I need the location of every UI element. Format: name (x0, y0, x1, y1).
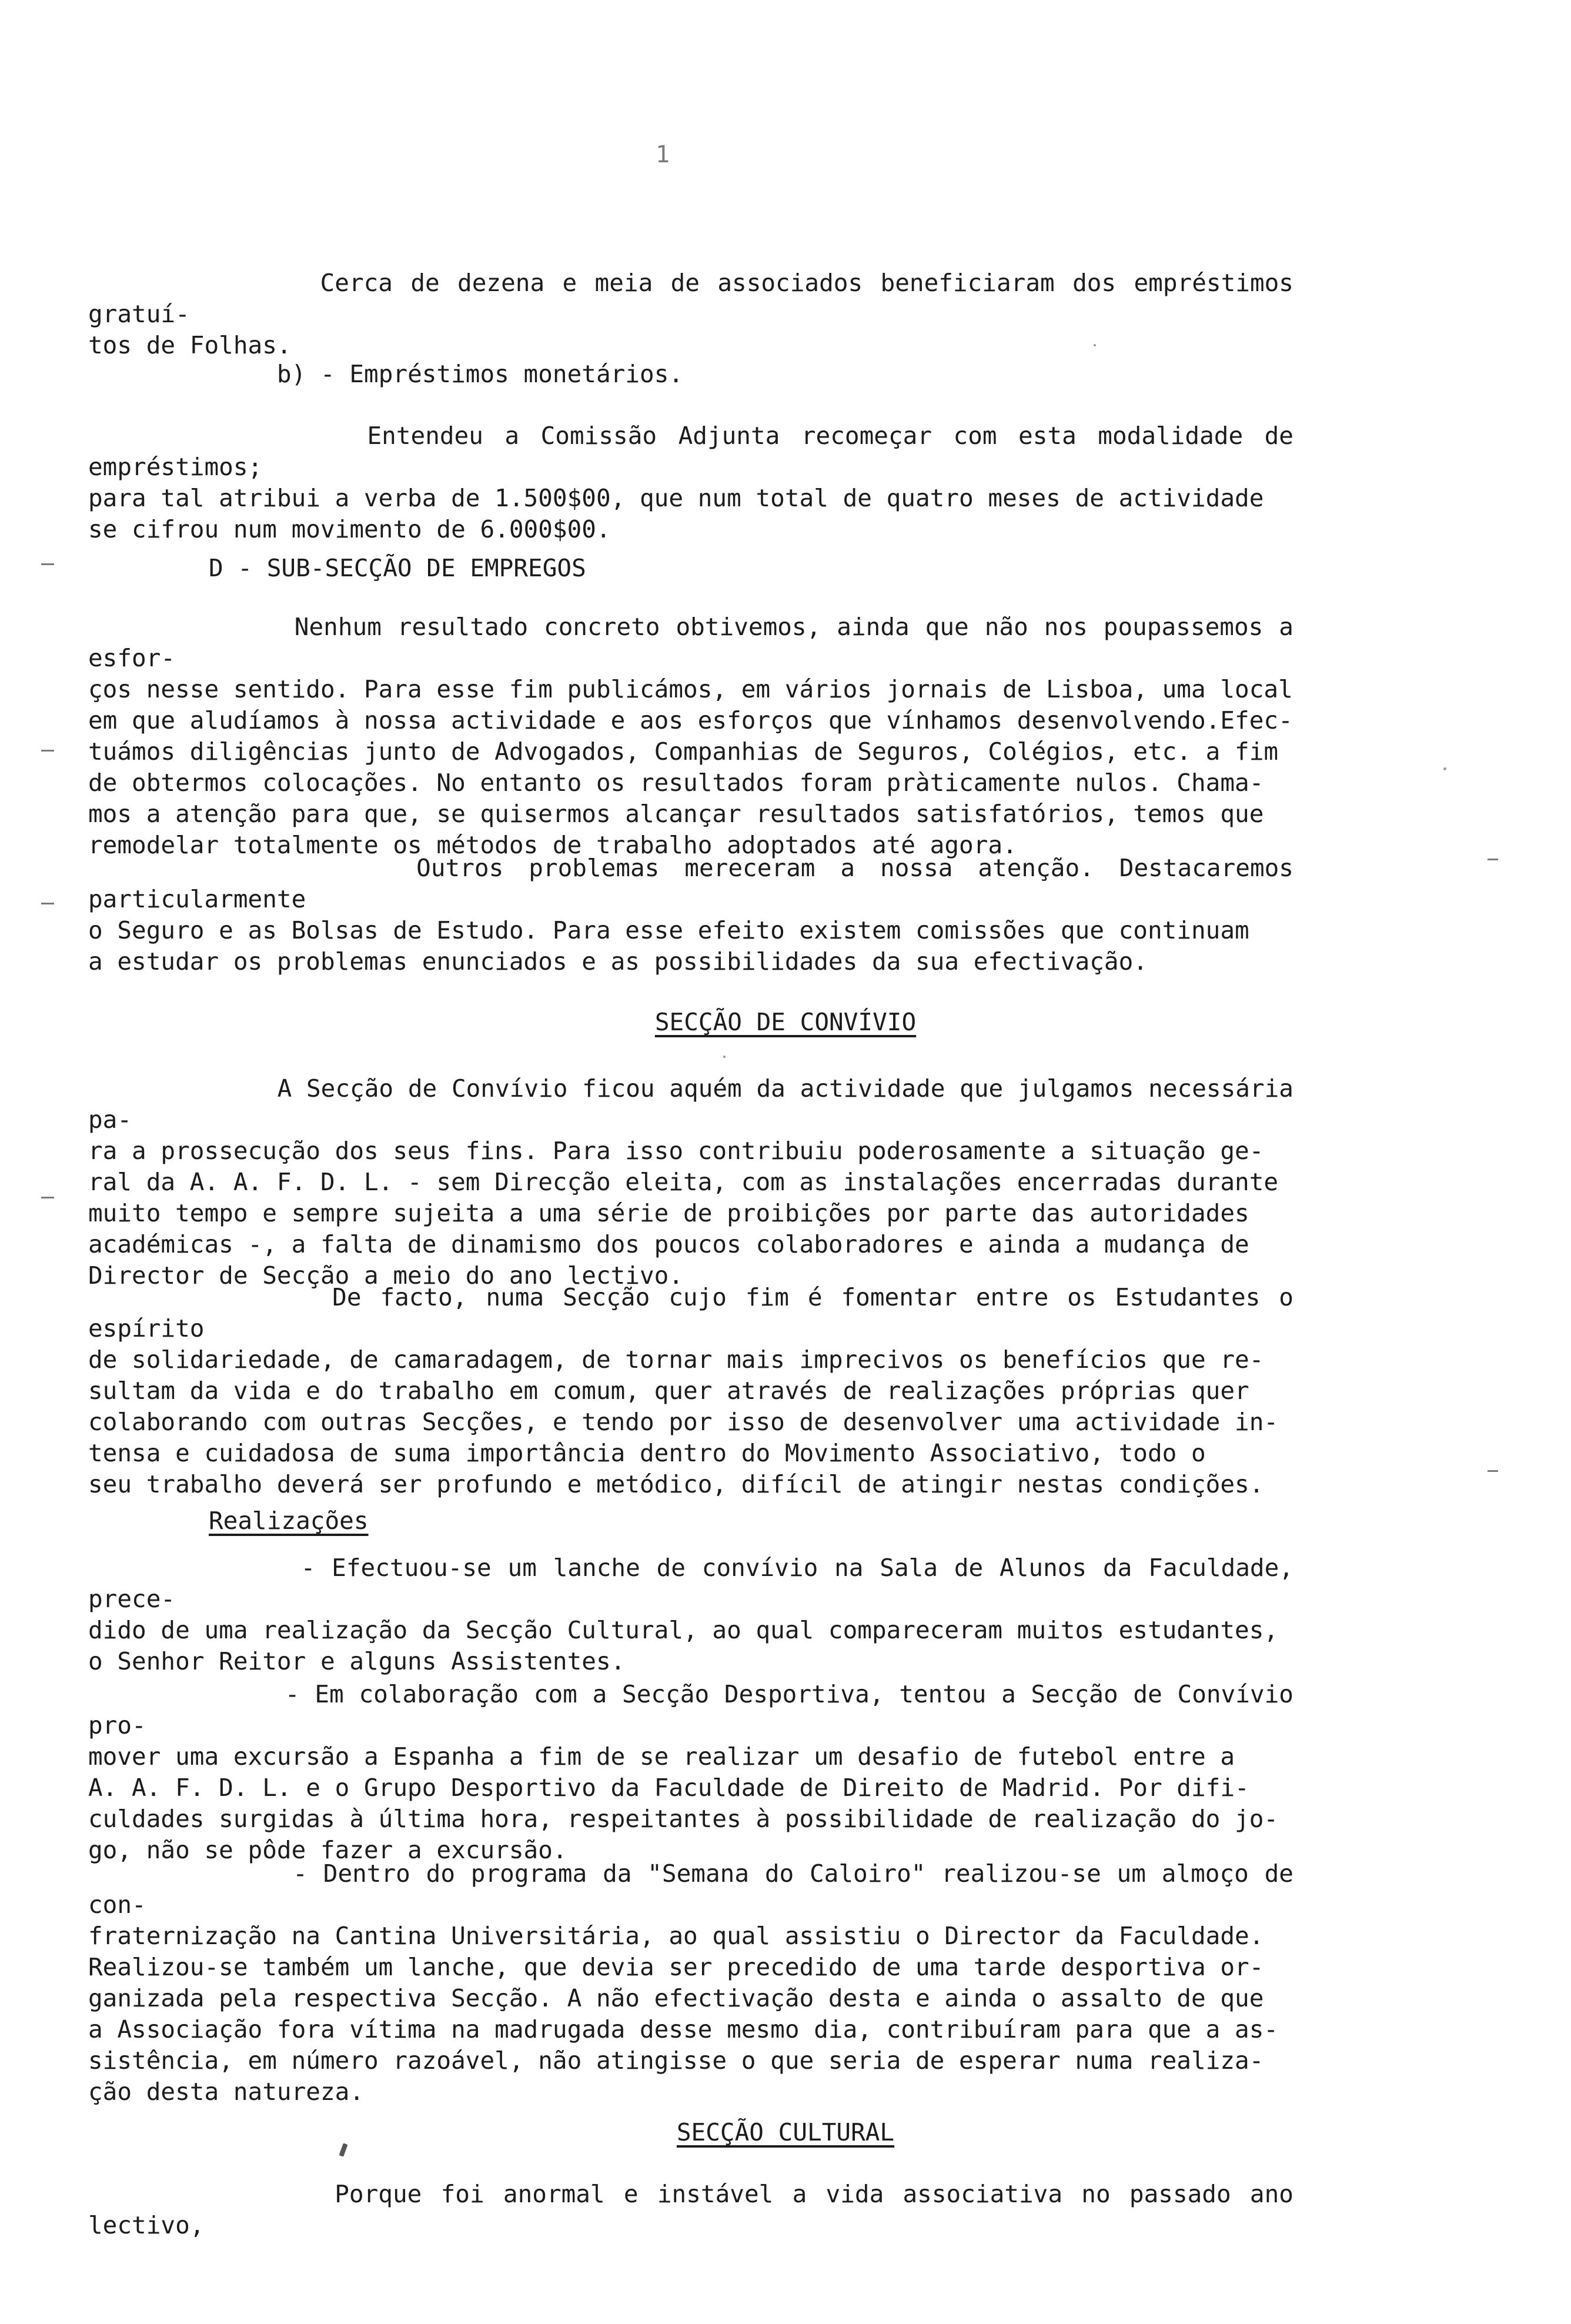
page-number: 1 (656, 141, 670, 168)
margin-mark (41, 1197, 54, 1198)
paragraph-comissao-adjunta: Entendeu a Comissão Adjunta recomeçar com esta modalidade de empréstimos; para tal atribui a verba de 1.500$00, que num total de quatro meses de actividade se cifrou num movimento de 6.000$00. (88, 422, 1293, 543)
ink-speck (1094, 344, 1096, 346)
section-heading-seccao-convivio: SECÇÃO DE CONVÍVIO (654, 1008, 917, 1036)
paragraph-semana-caloiro: - Dentro do programa da "Semana do Caloiro" realizou-se um almoço de con- fraternização na Cantina Universitária, ao qual assistiu o Director da Faculdade. Realizou-se também um lanche, que devia ser precedido de uma tarde desportiva or- ganizada pela respectiva Secção. A não efectivação desta e ainda o assalto de que a Associação fora vítima na madrugada desse mesmo dia, contribuíram para que a as- sistência, em número razoável, não atingisse o que seria de esperar numa realiza- ção desta natureza. (88, 1859, 1293, 2106)
paragraph-porque-foi-anormal: Porque foi anormal e instável a vida associativa no passado ano lectivo, (88, 2180, 1308, 2239)
paragraph-emprestimos-folhas: Cerca de dezena e meia de associados beneficiaram dos empréstimos gratuí- tos de Folhas. (88, 269, 1293, 359)
subheading-realizacoes: Realizações (209, 1507, 369, 1535)
paragraph-outros-problemas: Outros problemas mereceram a nossa atenção. Destacaremos particularmente o Seguro e as Bolsas de Estudo. Para esse efeito existem comissões que continuam a estudar os problemas enunciados e as possibilidades da sua efectivação. (88, 854, 1293, 976)
margin-mark (41, 750, 54, 752)
paragraph-seccao-convivio: A Secção de Convívio ficou aquém da actividade que julgamos necessária pa- ra a prossecução dos seus fins. Para isso contribuiu poderosamente a situação ge- ral da A. A. F. D. L. - sem Direcção eleita, com as instalações encerradas durante muito tempo e sempre sujeita a uma série de proibições por parte das autoridades académicas -, a falta de dinamismo dos poucos colaboradores e ainda a mudança de Director de Secção a meio do ano lectivo. (88, 1074, 1293, 1290)
section-heading-sub-seccao-empregos: D - SUB-SECÇÃO DE EMPREGOS (209, 554, 586, 582)
margin-mark (41, 563, 54, 565)
paragraph-lanche-convivio: - Efectuou-se um lanche de convívio na Sala de Alunos da Faculdade, prece- dido de uma realização da Secção Cultural, ao qual compareceram muitos estudantes, o Senhor Reitor e alguns Assistentes. (88, 1554, 1293, 1675)
ink-speck (1443, 767, 1446, 770)
margin-mark (1488, 1470, 1498, 1472)
paragraph-nenhum-resultado: Nenhum resultado concreto obtivemos, ainda que não nos poupassemos a esfor- ços nesse sentido. Para esse fim publicámos, em vários jornais de Lisboa, uma local em que aludíamos à nossa actividade e aos esforços que vínhamos desenvolvendo.Efec- tuámos diligências junto de Advogados, Companhias de Seguros, Colégios, etc. a fim de obtermos colocações. No entanto os resultados foram pràticamente nulos. Chama- mos a atenção para que, se quisermos alcançar resultados satisfatórios, temos que remodelar totalmente os métodos de trabalho adoptados até agora. (88, 613, 1293, 859)
subheading-emprestimos-monetarios: b) - Empréstimos monetários. (88, 360, 684, 388)
paragraph-de-facto: De facto, numa Secção cujo fim é fomentar entre os Estudantes o espírito de solidariedade, de camaradagem, de tornar mais imprecivos os benefícios que re- sultam da vida e do trabalho em comum, quer através de realizações próprias quer colaborando com outras Secções, e tendo por isso de desenvolver uma actividade in- tensa e cuidadosa de suma importância dentro do Movimento Associativo, todo o seu trabalho deverá ser profundo e metódico, difícil de atingir nestas condições. (88, 1283, 1293, 1498)
margin-mark (1488, 859, 1498, 860)
section-heading-seccao-cultural: SECÇÃO CULTURAL (676, 2118, 895, 2146)
paragraph-excursao-espanha: - Em colaboração com a Secção Desportiva, tentou a Secção de Convívio pro- mover uma excursão a Espanha a fim de se realizar um desafio de futebol entre a A. A. F. D. L. e o Grupo Desportivo da Faculdade de Direito de Madrid. Por difi- culdades surgidas à última hora, respeitantes à possibilidade de realização do jo- go, não se pôde fazer a excursão. (88, 1680, 1293, 1864)
ink-speck (723, 1056, 726, 1058)
margin-mark (41, 903, 54, 904)
